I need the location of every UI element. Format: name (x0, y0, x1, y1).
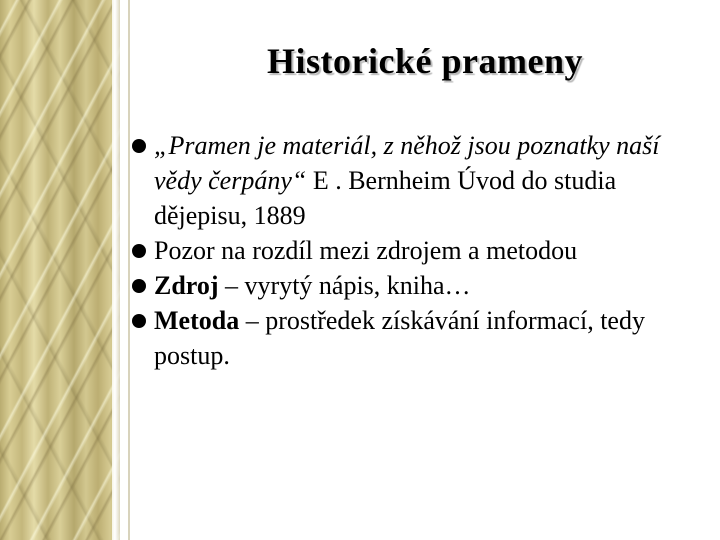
warning-text: Pozor na rozdíl mezi zdrojem a metodou (154, 236, 578, 265)
bullet-item-definition (130, 128, 710, 233)
source-description: – vyrytý nápis, kniha… (218, 271, 471, 300)
bullet-item-warning (130, 233, 710, 268)
source-term: Zdroj (154, 271, 219, 300)
method-term: Metoda (154, 306, 240, 335)
bullet-dot-icon (132, 279, 146, 293)
bullet-list (130, 128, 710, 373)
decorative-marble-panel (0, 0, 120, 540)
slide-title: Historické prameny (267, 41, 583, 81)
method-description: – prostředek získávání informací, tedy postup. (154, 306, 645, 370)
bullet-dot-icon (132, 314, 146, 328)
definition-quote: „Pramen je materiál, z něhož jsou poznatky naší vědy čerpány“ (154, 131, 660, 195)
bullet-dot-icon (132, 139, 146, 153)
bullet-dot-icon (132, 244, 146, 258)
bullet-item-source (130, 268, 710, 303)
citation-text: E . Bernheim Úvod do studia dějepisu, 1889 (154, 166, 617, 230)
bullet-item-method (130, 303, 710, 373)
